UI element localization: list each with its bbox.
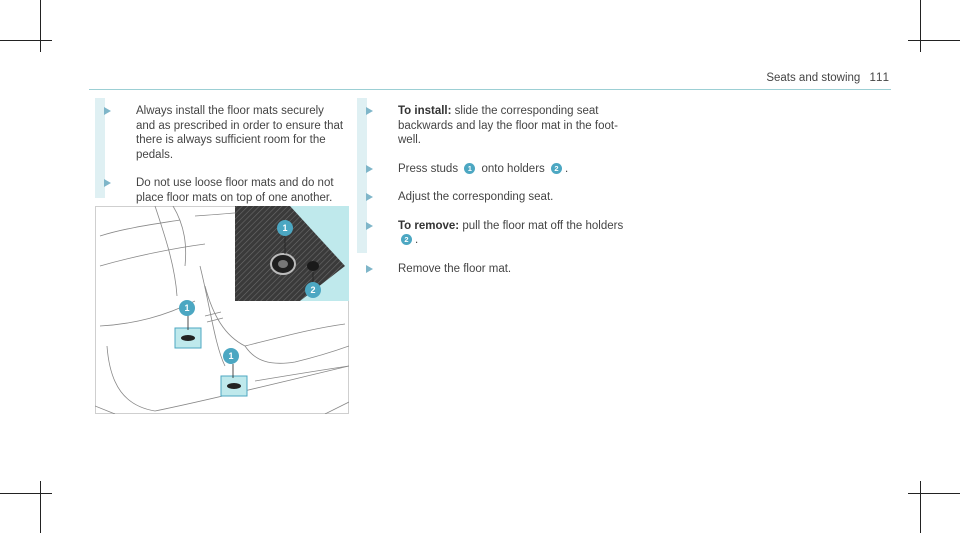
list-item: Do not use loose floor mats and do not place floor mats on top of one another. (104, 176, 344, 205)
page-header (766, 72, 890, 84)
callout-stud: 1 (464, 163, 475, 174)
header-rule (89, 89, 891, 90)
arrow-bullet-icon (366, 193, 373, 201)
callout-holder: 2 (401, 234, 412, 245)
callout-stud-marker: 1 (277, 220, 293, 236)
crop-mark (908, 493, 960, 494)
list-item: To install: slide the corresponding seat backwards and lay the floor mat in the foot-well. (366, 104, 626, 148)
arrow-bullet-icon (104, 179, 111, 187)
holder-detail (307, 261, 319, 271)
floor-mat-illustration (95, 206, 349, 414)
crop-mark (908, 40, 960, 41)
right-column (366, 104, 626, 290)
page-number: 111 (869, 72, 890, 84)
arrow-bullet-icon (366, 265, 373, 273)
list-item: Press studs 1 onto holders 2 . (366, 162, 626, 177)
list-item: Adjust the corresponding seat. (366, 190, 626, 205)
crop-mark (40, 0, 41, 52)
section-title: Seats and stowing (766, 72, 861, 84)
callout-holder: 2 (551, 163, 562, 174)
crop-mark (40, 481, 41, 533)
left-column (104, 104, 344, 219)
list-item: Always install the floor mats securely and as prescribed in order to ensure that there is always sufficient room for the pedals. (104, 104, 344, 162)
arrow-bullet-icon (366, 107, 373, 115)
callout-stud-marker: 1 (223, 348, 239, 364)
arrow-bullet-icon (366, 222, 373, 230)
crop-mark (0, 40, 52, 41)
crop-mark (0, 493, 52, 494)
list-item: Remove the floor mat. (366, 262, 626, 277)
crop-mark (920, 481, 921, 533)
callout-stud-marker: 1 (179, 300, 195, 316)
callout-holder-marker: 2 (305, 282, 321, 298)
arrow-bullet-icon (104, 107, 111, 115)
arrow-bullet-icon (366, 165, 373, 173)
list-item: To remove: pull the floor mat off the holders 2 . (366, 219, 626, 248)
crop-mark (920, 0, 921, 52)
footwell-drawing (95, 206, 349, 414)
